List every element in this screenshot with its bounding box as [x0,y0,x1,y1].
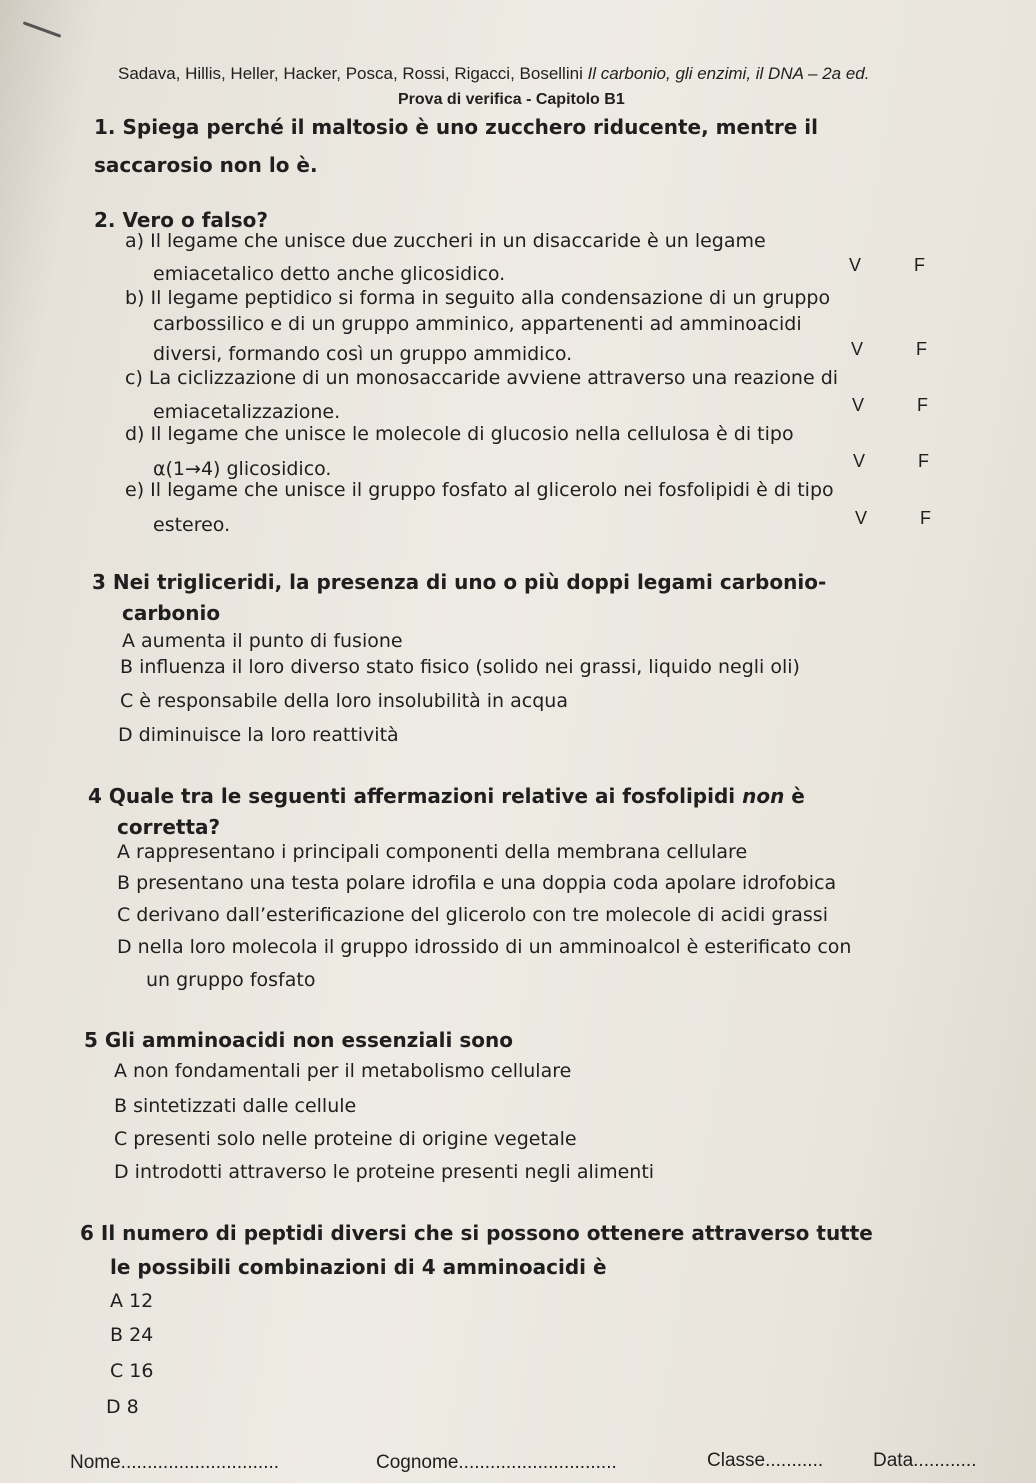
q1-line1: 1. Spiega perché il maltosio è uno zucchero riducente, mentre il [94,115,818,139]
header-book-title: Il carbonio, gli enzimi, il DNA – 2a ed. [587,64,870,83]
q6-line1: 6 Il numero di peptidi diversi che si possono ottenere attraverso tutte [80,1221,873,1245]
q2-title: 2. Vero o falso? [94,208,268,232]
footer-cognome[interactable]: Cognome.............................. [376,1452,617,1473]
q2-c-true[interactable]: V [852,395,865,415]
q5-option-b[interactable]: B sintetizzati dalle cellule [114,1095,357,1117]
q2-a-false[interactable]: F [914,255,925,275]
q4-line1-start: 4 Quale tra le seguenti affermazioni relative ai fosfolipidi [88,784,736,808]
q2-c-false[interactable]: F [917,395,928,415]
q4-option-d-line1[interactable]: D nella loro molecola il gruppo idrossido di un amminoalcol è esterificato con [117,936,852,958]
q5-option-c[interactable]: C presenti solo nelle proteine di origine vegetale [114,1128,577,1150]
q2-d-line1: d) Il legame che unisce le molecole di glucosio nella cellulosa è di tipo [125,423,794,445]
q3-line2: carbonio [122,601,221,625]
q3-option-c[interactable]: C è responsabile della loro insolubilità in acqua [120,690,568,712]
q4-option-b[interactable]: B presentano una testa polare idrofila e una doppia coda apolare idrofobica [117,872,837,894]
q4-line1-non: non [742,784,785,808]
q6-option-d[interactable]: D 8 [106,1396,139,1418]
q3-option-a[interactable]: A aumenta il punto di fusione [122,630,403,652]
q3-line1: 3 Nei trigliceridi, la presenza di uno o più doppi legami carbonio- [92,570,827,594]
q5-option-a[interactable]: A non fondamentali per il metabolismo cellulare [114,1060,572,1082]
q4-option-c[interactable]: C derivano dall’esterificazione del glicerolo con tre molecole di acidi grassi [117,904,828,926]
pen-mark [23,21,62,37]
test-title: Prova di verifica - Capitolo B1 [398,91,625,108]
q2-b-line2: carbossilico e di un gruppo amminico, appartenenti ad amminoacidi [153,313,802,335]
q4-line1-end: è [791,784,805,808]
q2-b-false[interactable]: F [916,339,927,359]
q4-option-a[interactable]: A rappresentano i principali componenti della membrana cellulare [117,841,748,863]
q2-d-false[interactable]: F [918,451,929,471]
footer-classe[interactable]: Classe........... [707,1450,824,1471]
q6-option-c[interactable]: C 16 [110,1360,154,1382]
q4-line2: corretta? [117,815,221,839]
q6-option-a[interactable]: A 12 [110,1290,154,1312]
footer-data[interactable]: Data............ [873,1450,977,1471]
q2-e-true[interactable]: V [855,508,868,528]
footer-nome[interactable]: Nome.............................. [70,1452,280,1473]
q2-e-false[interactable]: F [920,508,931,528]
q1-line2: saccarosio non lo è. [94,153,318,177]
q6-line2: le possibili combinazioni di 4 amminoacidi è [110,1255,607,1279]
q2-a-line2: emiacetalico detto anche glicosidico. [153,263,506,285]
q2-e-line1: e) Il legame che unisce il gruppo fosfato al glicerolo nei fosfolipidi è di tipo [125,479,834,501]
q4-option-d-line2: un gruppo fosfato [146,969,316,991]
header-authors-line [118,64,869,84]
q2-c-line2: emiacetalizzazione. [153,401,341,423]
header-authors: Sadava, Hillis, Heller, Hacker, Posca, Rossi, Rigacci, Bosellini [118,64,583,83]
q2-d-line2: α(1→4) glicosidico. [153,458,332,480]
q6-option-b[interactable]: B 24 [110,1324,154,1346]
q5-line1: 5 Gli amminoacidi non essenziali sono [84,1028,513,1052]
q2-a-true[interactable]: V [849,255,862,275]
q2-a-line1: a) Il legame che unisce due zuccheri in un disaccaride è un legame [125,230,766,252]
q3-option-d[interactable]: D diminuisce la loro reattività [118,724,399,746]
q4-line1 [88,784,805,808]
q2-c-line1: c) La ciclizzazione di un monosaccaride avviene attraverso una reazione di [125,367,839,389]
q2-d-true[interactable]: V [853,451,866,471]
q2-b-line1: b) Il legame peptidico si forma in seguito alla condensazione di un gruppo [125,287,831,309]
q2-e-line2: estereo. [153,514,231,536]
q3-option-b[interactable]: B influenza il loro diverso stato fisico (solido nei grassi, liquido negli oli) [120,656,800,678]
q5-option-d[interactable]: D introdotti attraverso le proteine presenti negli alimenti [114,1161,655,1183]
q2-b-line3: diversi, formando così un gruppo ammidico. [153,343,573,365]
q2-b-true[interactable]: V [851,339,864,359]
